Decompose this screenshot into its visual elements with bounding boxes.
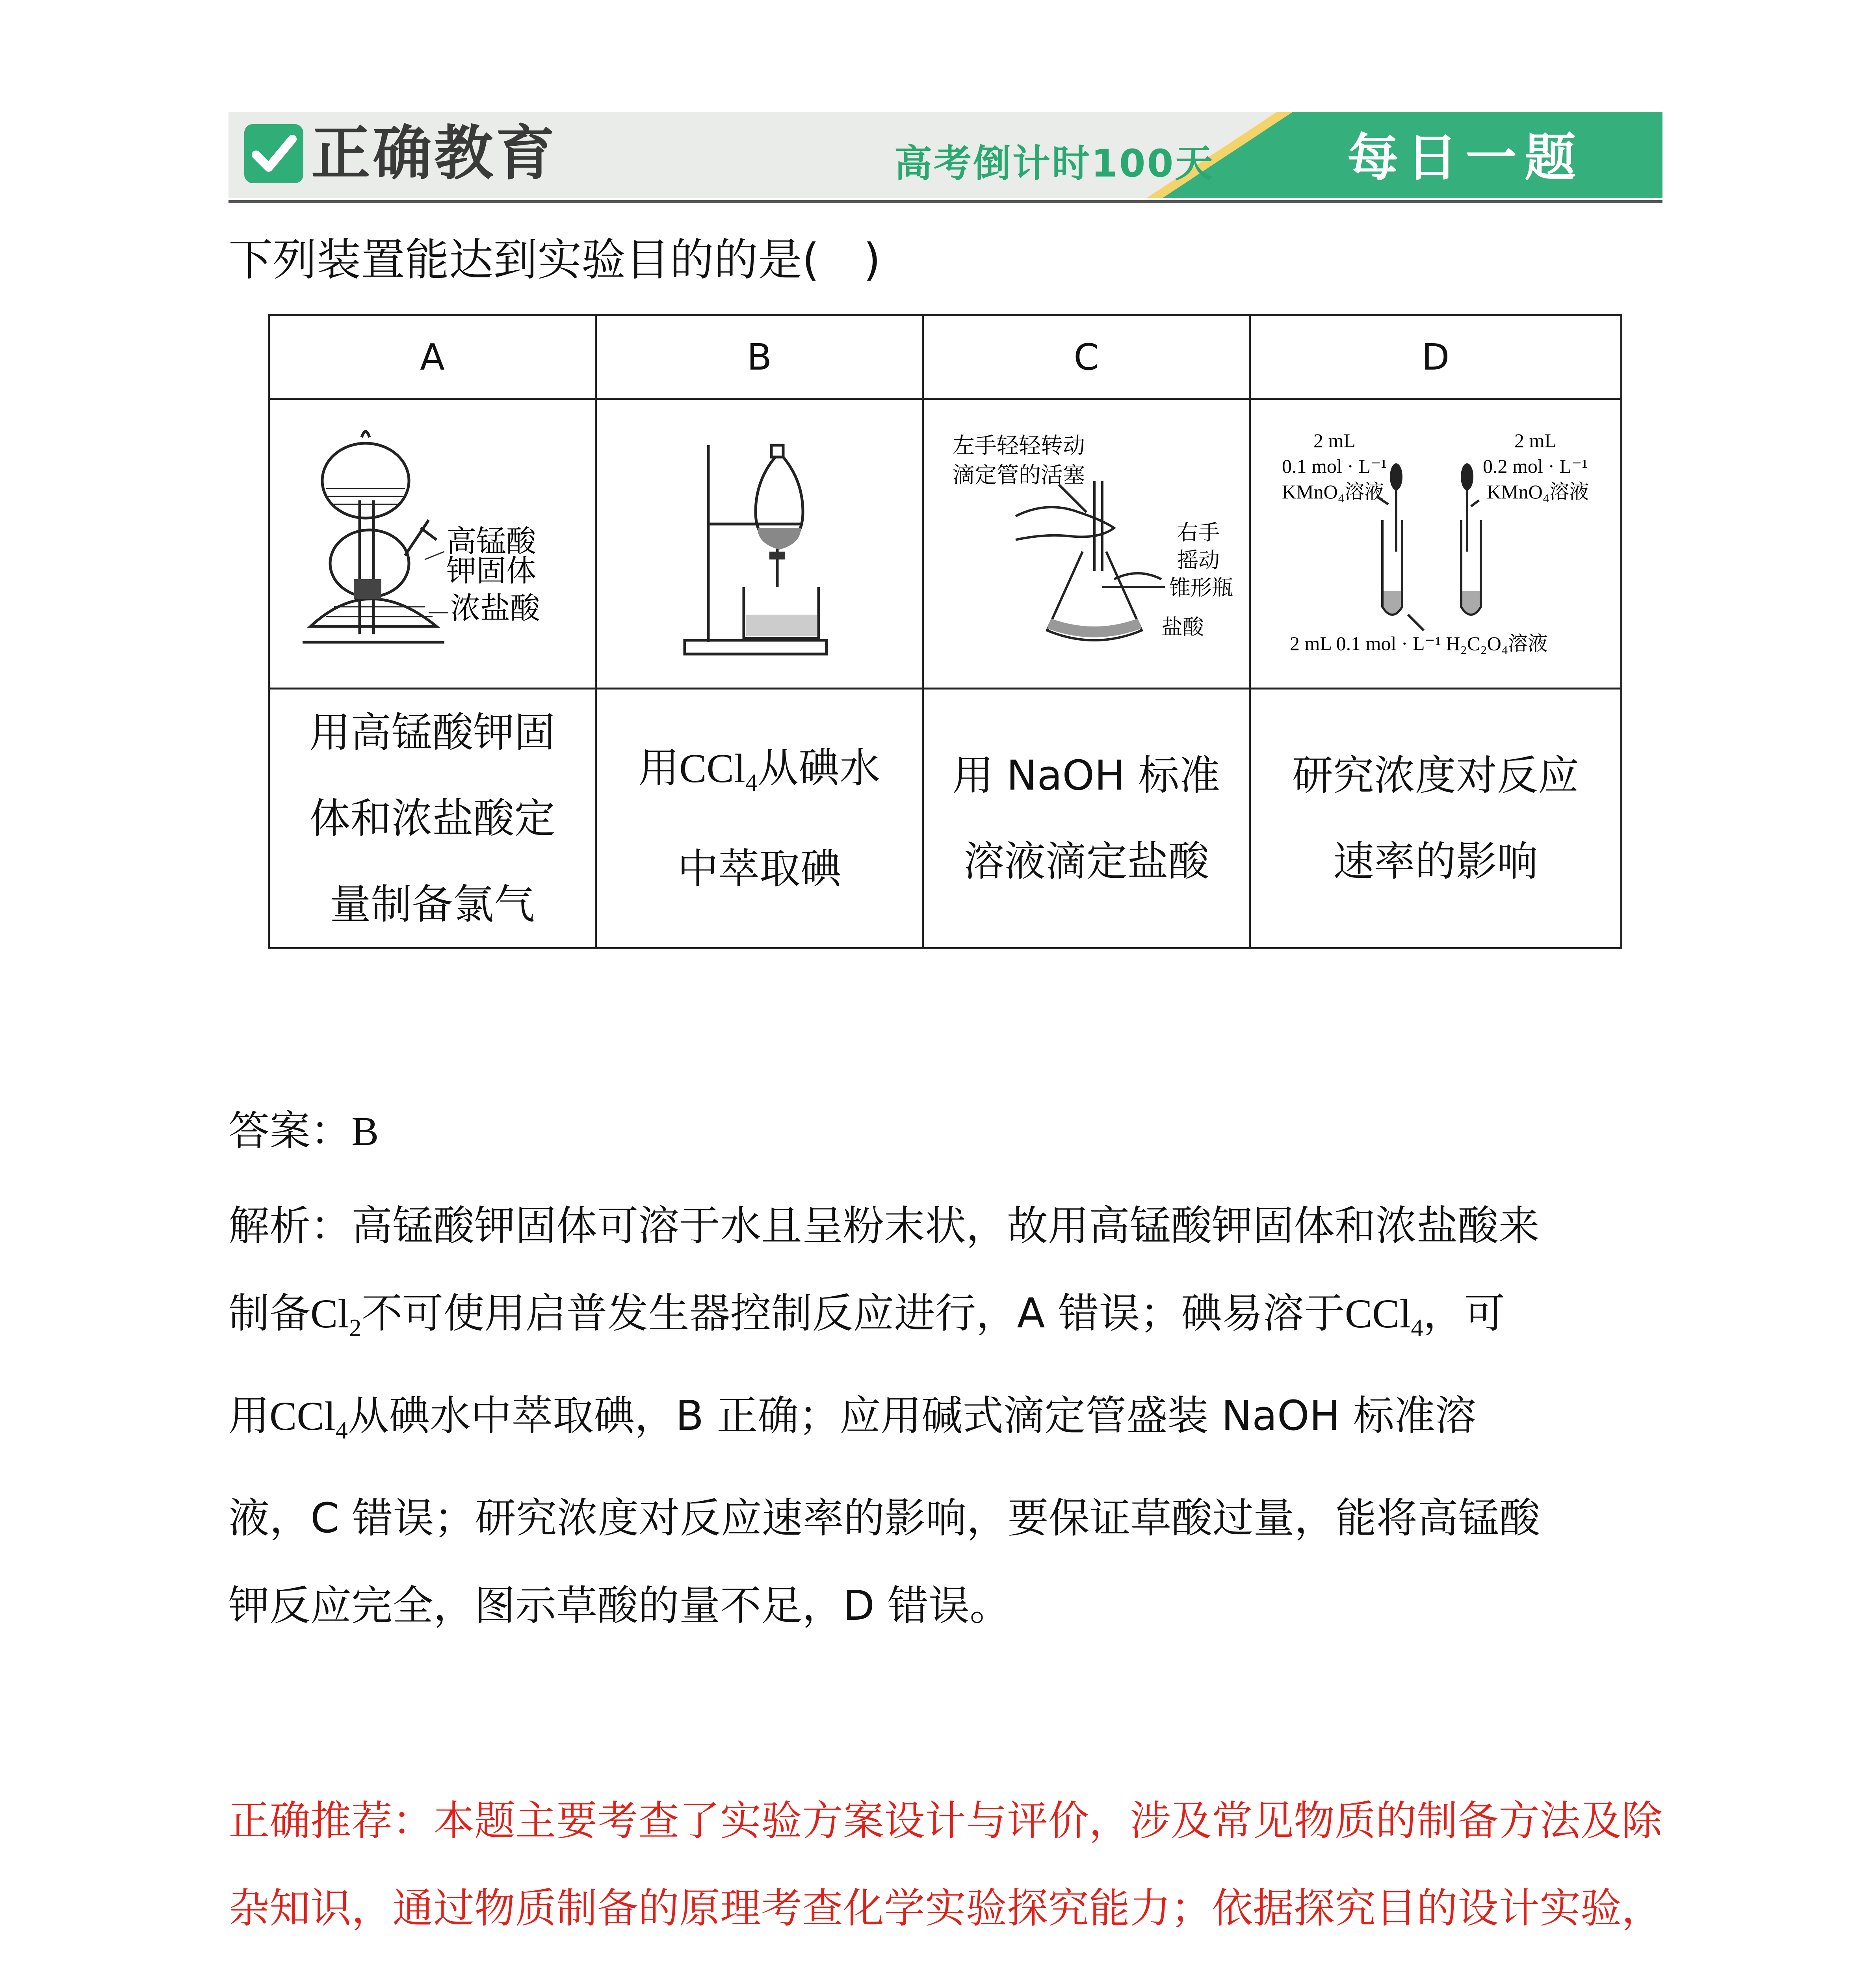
option-d-diagram-cell [1250,399,1622,689]
countdown-label: 高考倒计时100天 [894,141,1215,186]
analysis-p3b: 从碘水中萃取碘，B 正确；应用碱式滴定管盛装 NaOH 标准溶 [347,1391,1476,1440]
analysis-p4: 液，C 错误；研究浓度对反应速率的影响，要保证草酸过量，能将高锰酸 [228,1494,1540,1542]
option-d-description [1250,689,1622,948]
analysis-p3a: 用 [228,1391,270,1440]
option-b-description [596,689,923,948]
analysis-cl2-sub: 2 [349,1314,362,1342]
header-rule [228,200,1662,203]
kipp-generator-diagram [295,422,570,666]
analysis-p2c: ，可 [1423,1289,1505,1337]
option-b-pre: 用 [638,744,680,792]
diagram-c-label-4: 摇动 [1177,548,1220,572]
recommendation-text: 正确推荐：本题主要考查了实验方案设计与评价，涉及常见物质的制备方法及除杂知识，通过物质制备的原理考查化学实验探究能力；依据探究目的设计实验， [228,1797,1663,1932]
options-table [268,314,1622,949]
option-b-diagram-cell [596,399,923,689]
diagram-d-label-6: KMnO₄溶液 [1487,481,1589,503]
analysis-ccl4-sub: 4 [1411,1314,1423,1342]
analysis-p2a: 制备 [228,1289,311,1337]
option-a-line-1: 用高锰酸钾固 [309,708,555,756]
analysis-cl2: Cl [310,1291,349,1336]
diagram-d-label-2: 0.1 mol · L⁻¹ [1282,455,1387,477]
diagram-d-label-7: 2 mL 0.1 mol · L⁻¹ H₂C₂O₄溶液 [1290,632,1548,654]
option-c-line-1: 用 NaOH 标准 [952,751,1220,799]
diagram-d-label-4: 2 mL [1514,429,1557,452]
diagram-d-label-3: KMnO₄溶液 [1282,481,1384,503]
titration-diagram [929,422,1244,666]
diagram-c-label-2: 滴定管的活塞 [952,463,1085,488]
diagram-a-label-3: 浓盐酸 [450,591,540,626]
option-a-description [269,689,596,948]
option-b-formula-sub: 4 [745,769,758,796]
option-a-letter: A [269,315,596,399]
option-c-letter: C [923,315,1250,399]
option-a-line-2: 体和浓盐酸定 [309,794,555,842]
separatory-funnel-diagram [677,422,842,666]
option-a-line-3: 量制备氯气 [330,880,535,928]
answer-label: 答案： [228,1107,352,1155]
diagram-a-label-1: 高锰酸 [446,524,536,559]
test-tube-diagram [1258,422,1613,666]
analysis-p1: 高锰酸钾固体可溶于水且呈粉末状，故用高锰酸钾固体和浓盐酸来 [351,1202,1540,1250]
option-d-line-2: 速率的影响 [1333,837,1538,885]
option-a-diagram-cell [269,399,596,689]
diagram-c-label-1: 左手轻轻转动 [952,433,1085,459]
option-c-diagram-cell [923,399,1250,689]
answer-line [228,1103,379,1159]
analysis-ccl4-2: CCl [269,1393,336,1439]
analysis-block [228,1182,1670,1649]
analysis-label: 解析： [228,1202,352,1250]
analysis-ccl4: CCl [1345,1291,1411,1336]
brand-name: 正确教育 [311,119,557,188]
option-b-formula: CCl [679,746,745,792]
daily-question-tag: 每日一题 [1347,128,1584,188]
option-d-letter: D [1250,315,1622,399]
option-c-line-2: 溶液滴定盐酸 [963,837,1209,885]
question-stem: 下列装置能达到实验目的的是( ) [228,234,881,286]
diagram-c-label-5: 锥形瓶 [1169,575,1233,600]
diagram-d-label-1: 2 mL [1313,429,1356,452]
diagram-d-label-5: 0.2 mol · L⁻¹ [1483,455,1588,477]
check-logo-icon [244,124,303,183]
diagram-c-label-6: 盐酸 [1161,615,1204,639]
option-d-line-1: 研究浓度对反应 [1292,751,1579,799]
analysis-p5: 钾反应完全，图示草酸的量不足，D 错误。 [228,1581,1011,1630]
analysis-ccl4-2-sub: 4 [335,1416,348,1444]
analysis-p2b: 不可使用启普发生器控制反应进行，A 错误；碘易溶于 [361,1289,1345,1337]
option-b-letter: B [596,315,923,399]
diagram-c-label-3: 右手 [1177,520,1220,545]
option-b-line-2: 中萃取碘 [677,844,841,893]
option-b-post: 从碘水 [757,744,880,792]
option-c-description [923,689,1250,948]
diagram-a-label-2: 钾固体 [446,553,536,588]
answer-value: B [351,1109,379,1154]
